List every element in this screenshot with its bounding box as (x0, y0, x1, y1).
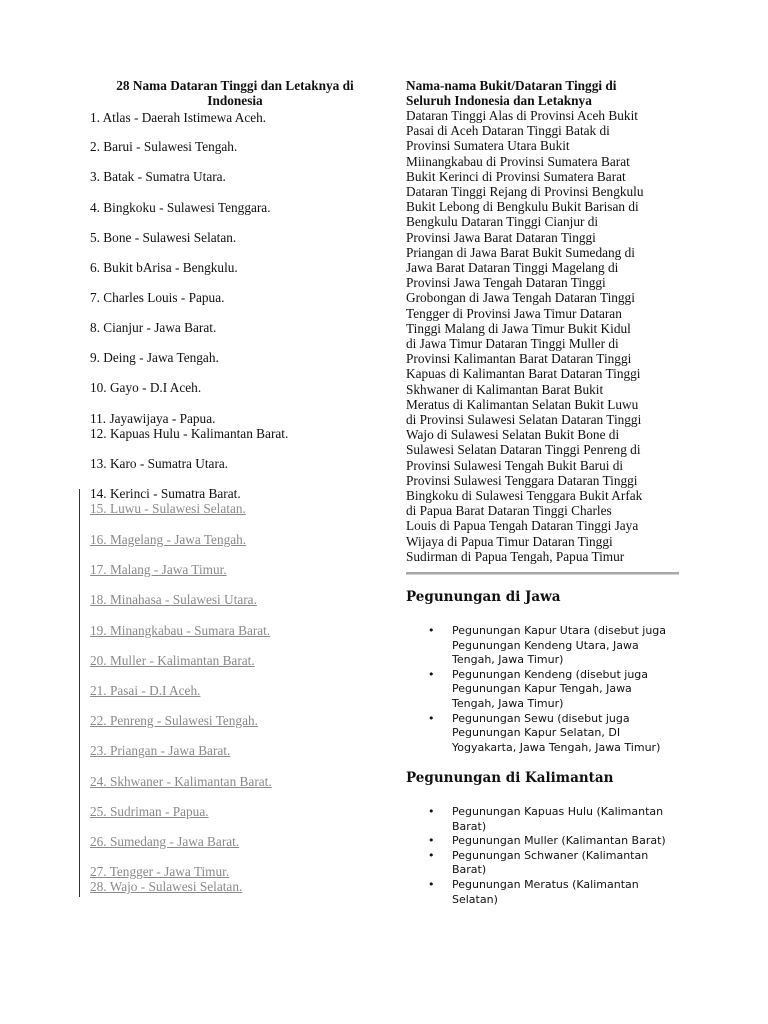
list-item-link[interactable]: 15. Luwu - Sulawesi Selatan. (90, 501, 246, 516)
paragraph-line: Wijaya di Papua Timur Dataran Tinggi (406, 533, 613, 549)
paragraph-line: Jawa Barat Dataran Tinggi Magelang di (406, 260, 619, 276)
paragraph-line: Grobongan di Jawa Tengah Dataran Tinggi (406, 290, 635, 306)
paragraph-line: Dataran Tinggi Rejang di Provinsi Bengkulu (406, 184, 644, 200)
list-item: 7. Charles Louis - Papua. (90, 290, 225, 305)
right-column (406, 78, 681, 564)
paragraph-line: Bukit Kerinci di Provinsi Sumatera Barat (406, 168, 626, 184)
paragraph-line: Priangan di Jawa Barat Bukit Sumedang di (406, 244, 635, 260)
left-column (90, 78, 380, 894)
paragraph-line: Meratus di Kalimantan Selatan Bukit Luwu (406, 396, 639, 412)
paragraph-line: Bingkoku di Sulawesi Tenggara Bukit Arfak (406, 488, 643, 504)
list-item: • Pegunungan Muller (Kalimantan Barat) (428, 834, 666, 848)
paragraph-line: Kapuas di Kalimantan Barat Dataran Tinggi (406, 366, 641, 382)
list-item: 6. Bukit bArisa - Bengkulu. (90, 260, 238, 275)
list-item-link[interactable]: 28. Wajo - Sulawesi Selatan. (90, 879, 243, 894)
list-item-link[interactable]: 17. Malang - Jawa Timur. (90, 562, 227, 577)
paragraph-line: Wajo di Sulawesi Selatan Bukit Bone di (406, 427, 620, 443)
bullet-icon: • (428, 877, 435, 891)
kalimantan-mountain-list (428, 805, 678, 907)
list-item: • Pegunungan Kapur Utara (disebut juga Pegunungan Kendeng Utara, Jawa Tengah, Jawa Timur) (428, 624, 667, 667)
jawa-mountain-list (428, 624, 678, 755)
paragraph-line: di Provinsi Sulawesi Selatan Dataran Tinggi (406, 412, 642, 428)
list-item: 3. Batak - Sumatra Utara. (90, 169, 226, 184)
paragraph-line: Louis di Papua Tengah Dataran Tinggi Jaya (406, 518, 639, 534)
bullet-icon: • (428, 834, 435, 848)
list-item: • Pegunungan Meratus (Kalimantan Selatan) (428, 877, 639, 906)
list-item: 11. Jayawijaya - Papua. (90, 411, 216, 426)
list-item-link[interactable]: 23. Priangan - Jawa Barat. (90, 743, 231, 758)
paragraph-line: Bengkulu Dataran Tinggi Cianjur di (406, 214, 599, 230)
list-item: • Pegunungan Schwaner (Kalimantan Barat) (428, 848, 649, 877)
list-item: • Pegunungan Kendeng (disebut juga Pegunungan Kapur Tengah, Jawa Tengah, Jawa Timur) (428, 667, 649, 710)
paragraph-line: Provinsi Jawa Tengah Dataran Tinggi (406, 275, 606, 291)
list-item: 14. Kerinci - Sumatra Barat. (90, 486, 241, 501)
list-item: 12. Kapuas Hulu - Kalimantan Barat. (90, 426, 289, 441)
paragraph-line: Tinggi Malang di Jawa Timur Bukit Kidul (406, 320, 631, 336)
list-item: 8. Cianjur - Jawa Barat. (90, 320, 217, 335)
paragraph-line: Sudirman di Papua Tengah, Papua Timur (406, 548, 625, 564)
paragraph-line: Provinsi Jawa Barat Dataran Tinggi (406, 229, 596, 245)
paragraph-line: Skhwaner di Kalimantan Barat Bukit (406, 381, 604, 397)
heading-pegunungan-kalimantan: Pegunungan di Kalimantan (406, 770, 614, 786)
right-title (406, 78, 681, 108)
list-item: 10. Gayo - D.I Aceh. (90, 380, 202, 395)
paragraph-line: Provinsi Kalimantan Barat Dataran Tinggi (406, 351, 632, 367)
horizontal-divider (406, 572, 679, 575)
list-item-link[interactable]: 18. Minahasa - Sulawesi Utara. (90, 592, 257, 607)
list-item: • Pegunungan Sewu (disebut juga Pegunungan Kapur Selatan, DI Yogyakarta, Jawa Tengah, Jawa Timur) (428, 711, 661, 754)
list-item-link[interactable]: 27. Tengger - Jawa Timur. (90, 864, 230, 879)
list-item: 1. Atlas - Daerah Istimewa Aceh. (90, 110, 267, 125)
right-title-line: Nama-nama Bukit/Dataran Tinggi di (406, 78, 617, 93)
list-item: 2. Barui - Sulawesi Tengah. (90, 139, 238, 154)
paragraph-line: di Jawa Timur Dataran Tinggi Muller di (406, 336, 619, 352)
paragraph-line: Provinsi Sulawesi Tenggara Dataran Tinggi (406, 472, 638, 488)
list-item: 9. Deing - Jawa Tengah. (90, 350, 219, 365)
paragraph-line: Pasai di Aceh Dataran Tinggi Batak di (406, 123, 610, 139)
right-title-line: Seluruh Indonesia dan Letaknya (406, 93, 592, 108)
paragraph-line: Sulawesi Selatan Dataran Tinggi Penreng di (406, 442, 641, 458)
change-bar (79, 489, 80, 897)
bullet-icon: • (428, 805, 435, 818)
list-item-link[interactable]: 21. Pasai - D.I Aceh. (90, 683, 201, 698)
paragraph-line: Miinangkabau di Provinsi Sumatera Barat (406, 153, 630, 169)
right-paragraph (406, 108, 681, 564)
bullet-icon: • (428, 624, 435, 637)
paragraph-line: Provinsi Sulawesi Tengah Bukit Barui di (406, 457, 624, 473)
list-item-link[interactable]: 24. Skhwaner - Kalimantan Barat. (90, 774, 272, 789)
list-item-link[interactable]: 25. Sudriman - Papua. (90, 804, 209, 819)
list-item-link[interactable]: 22. Penreng - Sulawesi Tengah. (90, 713, 258, 728)
list-item: • Pegunungan Kapuas Hulu (Kalimantan Barat) (428, 805, 664, 833)
bullet-icon: • (428, 848, 435, 862)
paragraph-line: di Papua Barat Dataran Tinggi Charles (406, 503, 612, 519)
list-item: 13. Karo - Sumatra Utara. (90, 456, 229, 471)
paragraph-line: Bukit Lebong di Bengkulu Bukit Barisan di (406, 199, 639, 215)
bullet-icon: • (428, 667, 435, 681)
list-item: 5. Bone - Sulawesi Selatan. (90, 230, 237, 245)
list-item-link[interactable]: 16. Magelang - Jawa Tengah. (90, 532, 247, 547)
left-title: 28 Nama Dataran Tinggi dan Letaknya di Indonesia (116, 78, 354, 108)
bullet-icon: • (428, 711, 435, 725)
list-item-link[interactable]: 26. Sumedang - Jawa Barat. (90, 834, 240, 849)
paragraph-line: Tengger di Provinsi Jawa Timur Dataran (406, 305, 622, 321)
paragraph-line: Dataran Tinggi Alas di Provinsi Aceh Bukit (406, 108, 638, 123)
list-item: 4. Bingkoku - Sulawesi Tenggara. (90, 200, 271, 215)
list-item-link[interactable]: 19. Minangkabau - Sumara Barat. (90, 623, 271, 638)
paragraph-line: Provinsi Sumatera Utara Bukit (406, 138, 570, 154)
heading-pegunungan-jawa: Pegunungan di Jawa (406, 589, 561, 605)
list-item-link[interactable]: 20. Muller - Kalimantan Barat. (90, 653, 255, 668)
